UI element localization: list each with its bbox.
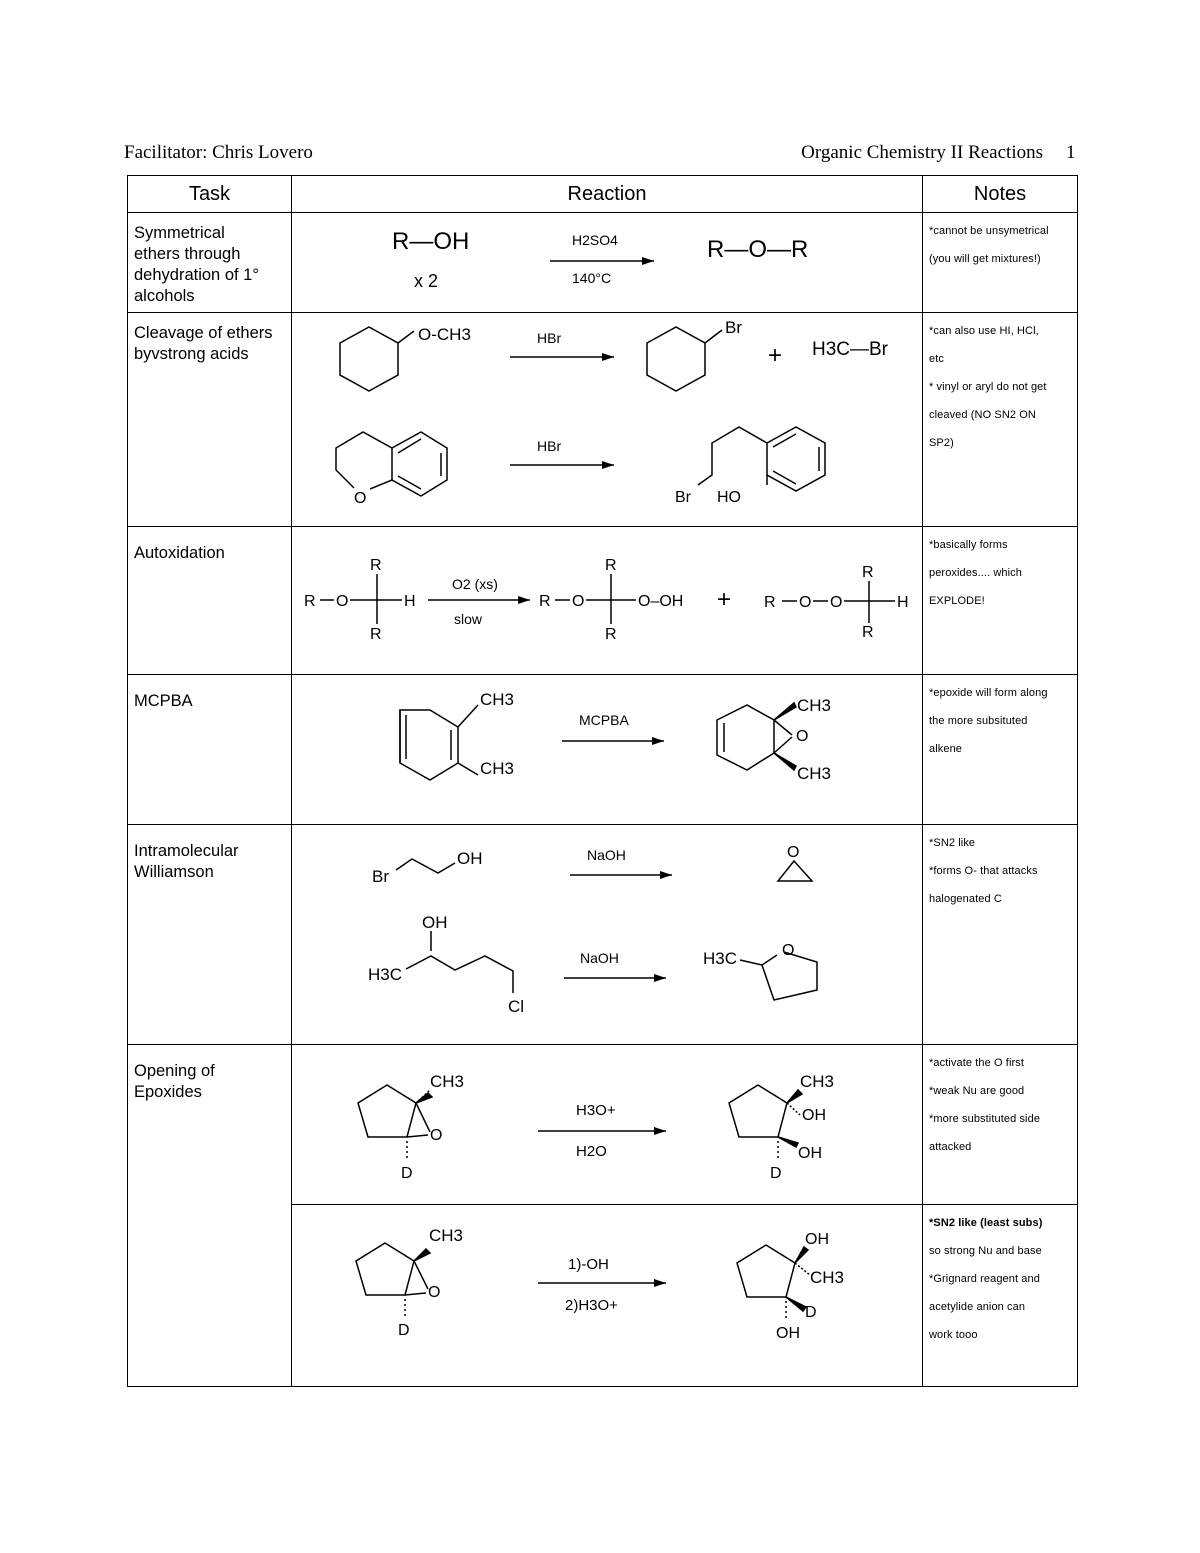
task-line: MCPBA — [134, 692, 193, 710]
methyl-label: CH3 — [430, 1072, 465, 1091]
wedge-bond — [774, 753, 796, 770]
deuterium-label: D — [770, 1165, 782, 1182]
oxygen-label: O — [799, 594, 812, 611]
note-line: work tooo — [929, 1329, 978, 1341]
reagent-label: NaOH — [587, 847, 626, 863]
note-line: *can also use HI, HCl, — [929, 325, 1039, 337]
hydroxy-label: OH — [457, 849, 483, 868]
task-line: Symmetrical — [134, 224, 225, 242]
condition-label: 140°C — [572, 270, 612, 286]
wedge-bond — [787, 1090, 802, 1103]
oxygen-label: O — [830, 594, 843, 611]
epoxide-oxygen: O — [787, 844, 800, 861]
note-line: * vinyl or aryl do not get — [929, 381, 1047, 393]
cyclohexene-ring — [717, 705, 774, 770]
bond — [458, 763, 478, 775]
note-line: (you will get mixtures!) — [929, 253, 1041, 265]
hydroxy-label: OH — [776, 1325, 800, 1342]
task-cell — [128, 313, 292, 527]
note-line: EXPLODE! — [929, 595, 985, 607]
column-header-task: Task — [128, 176, 292, 213]
methyl-label: CH3 — [429, 1226, 464, 1245]
note-line: *weak Nu are good — [929, 1085, 1025, 1097]
r-group: R — [605, 557, 617, 574]
ring-oxygen: O — [354, 490, 367, 507]
r-group: R — [862, 624, 874, 641]
bond — [458, 705, 478, 727]
cyclopentane-ring — [737, 1245, 795, 1297]
task-line: Cleavage of ethers — [134, 324, 273, 342]
table-row — [128, 675, 1078, 825]
epoxide-oxygen: O — [430, 1127, 443, 1144]
condition-label: H2O — [576, 1143, 607, 1160]
task-cell — [128, 213, 292, 313]
column-header-notes: Notes — [923, 176, 1078, 213]
note-line: *SN2 like — [929, 837, 976, 849]
notes-cell — [923, 213, 1078, 313]
arrowhead — [654, 1127, 666, 1135]
note-line: *SN2 like (least subs) — [929, 1217, 1043, 1229]
reagent-label: HBr — [537, 438, 562, 454]
methyl-label: CH3 — [480, 759, 515, 778]
table-header-row — [128, 176, 1078, 213]
plus-sign: + — [717, 586, 732, 613]
methyl-label: H3C — [703, 949, 738, 968]
arrowhead — [654, 1279, 666, 1287]
note-line: *cannot be unsymetrical — [929, 225, 1049, 237]
methyl-label: CH3 — [797, 764, 832, 783]
arrowhead — [652, 737, 664, 745]
reagent-label: O2 (xs) — [452, 576, 498, 592]
r-group: R — [764, 594, 776, 611]
arrowhead — [642, 257, 654, 265]
oxygen-label: O — [572, 593, 585, 610]
note-line: etc — [929, 353, 944, 365]
bond — [773, 471, 796, 484]
note-line: SP2) — [929, 437, 954, 449]
column-header-reaction: Reaction — [292, 176, 923, 213]
table-row — [128, 825, 1078, 1045]
hydroxy-label: OH — [422, 913, 448, 932]
chloro-label: Cl — [508, 997, 525, 1016]
bond — [705, 330, 722, 343]
product-label: Br — [725, 318, 742, 337]
arrowhead — [654, 974, 666, 982]
arrowhead — [602, 461, 614, 469]
cyclopentane-ring — [358, 1085, 416, 1137]
notes-cell — [923, 313, 1078, 527]
deuterium-label: D — [401, 1165, 413, 1182]
hydroxy-label: HO — [717, 489, 741, 506]
table-row — [128, 527, 1078, 675]
bond — [370, 480, 392, 489]
reagent-label: 1)-OH — [568, 1256, 609, 1273]
notes-cell — [923, 1045, 1078, 1205]
reaction-cell — [292, 1045, 923, 1205]
task-cell — [128, 825, 292, 1045]
note-line: peroxides.... which — [929, 567, 1022, 579]
notes-cell — [923, 825, 1078, 1045]
note-line: *more substituted side — [929, 1113, 1041, 1125]
notes-cell — [923, 1205, 1078, 1387]
task-line: Autoxidation — [134, 544, 225, 562]
reaction-cell — [292, 527, 923, 675]
r-group: R — [370, 557, 382, 574]
reactant-label: R—OH — [392, 228, 470, 255]
note-line: acetylide anion can — [929, 1301, 1026, 1313]
r-group: R — [304, 593, 316, 610]
facilitator-header: Facilitator: Chris Lovero — [124, 142, 313, 163]
wedge-bond — [414, 1249, 430, 1261]
cyclopentane-ring — [729, 1085, 787, 1137]
note-line: so strong Nu and base — [929, 1245, 1042, 1257]
reagent-label: MCPBA — [579, 712, 629, 728]
arrowhead — [518, 596, 530, 604]
task-cell — [128, 675, 292, 825]
hydrogen-label: H — [404, 593, 416, 610]
bond — [398, 476, 421, 489]
task-line: Opening of — [134, 1062, 215, 1080]
task-line: ethers through — [134, 245, 241, 263]
table-row — [128, 313, 1078, 527]
ether-cleavage-scheme — [292, 313, 922, 525]
arrowhead — [660, 871, 672, 879]
wedge-bond — [416, 1093, 432, 1103]
hashed-bond — [795, 1263, 810, 1275]
dehydration-scheme — [292, 213, 922, 311]
bond — [773, 434, 796, 447]
note-line: cleaved (NO SN2 ON — [929, 409, 1036, 421]
oxygen-label: O — [336, 593, 349, 610]
task-line: alcohols — [134, 287, 195, 305]
methyl-label: H3C — [368, 965, 403, 984]
oxirane-ring — [778, 861, 812, 881]
task-line: Epoxides — [134, 1083, 202, 1101]
plus-sign: + — [768, 342, 783, 369]
reagent-label: NaOH — [580, 950, 619, 966]
wedge-bond — [778, 1137, 798, 1147]
note-line: *Grignard reagent and — [929, 1273, 1040, 1285]
bromo-label: Br — [372, 867, 389, 886]
acid-opening-scheme — [292, 1045, 922, 1203]
cyclohexane-ring — [647, 327, 705, 391]
reaction-cell — [292, 675, 923, 825]
task-line: dehydration of 1° — [134, 266, 259, 284]
reaction-cell — [292, 313, 923, 527]
ring-oxygen: O — [782, 942, 795, 959]
williamson-scheme — [292, 825, 922, 1043]
epoxide-bond — [774, 720, 792, 735]
task-cell — [128, 1045, 292, 1387]
cyclopentane-ring — [356, 1243, 414, 1295]
r-group: R — [539, 593, 551, 610]
deuterium-label: D — [398, 1322, 410, 1339]
condition-label: slow — [454, 611, 483, 627]
thf-ring — [762, 952, 817, 1000]
wedge-bond — [795, 1247, 808, 1263]
benzene-ring — [392, 432, 447, 496]
deuterium-label: D — [805, 1304, 817, 1321]
task-line: byvstrong acids — [134, 345, 249, 363]
multiplier-text: x 2 — [414, 271, 439, 291]
task-cell — [128, 527, 292, 675]
epoxide-bond — [405, 1293, 426, 1295]
wedge-bond — [774, 703, 796, 720]
bond — [398, 331, 414, 343]
hydrogen-label: H — [897, 594, 909, 611]
note-line: attacked — [929, 1141, 972, 1153]
document-title: Organic Chemistry II Reactions — [801, 142, 1043, 163]
propyl-chain — [698, 427, 767, 485]
reaction-cell — [292, 1205, 923, 1387]
hydroxy-label: OH — [805, 1231, 829, 1248]
cyclohexadiene-ring — [400, 710, 458, 780]
note-line: *activate the O first — [929, 1057, 1025, 1069]
r-group: R — [370, 626, 382, 643]
carbon-chain — [396, 859, 455, 873]
reactions-table — [127, 175, 1078, 1387]
r-group: R — [605, 626, 617, 643]
task-line: Intramolecular — [134, 842, 239, 860]
note-line: *basically forms — [929, 539, 1008, 551]
cyclohexane-ring — [340, 327, 398, 391]
pyran-ring — [336, 432, 392, 488]
epoxide-oxygen: O — [428, 1284, 441, 1301]
hydroxy-label: OH — [802, 1107, 826, 1124]
epoxide-bond — [414, 1261, 428, 1289]
condition-label: 2)H3O+ — [565, 1297, 618, 1314]
note-line: halogenated C — [929, 893, 1002, 905]
task-line: Williamson — [134, 863, 214, 881]
reagent-label: H3O+ — [576, 1102, 616, 1119]
methyl-label: CH3 — [480, 690, 515, 709]
wedge-bond — [786, 1297, 806, 1311]
reagent-label: H2SO4 — [572, 232, 618, 248]
r-group: R — [862, 564, 874, 581]
methyl-label: CH3 — [810, 1268, 845, 1287]
reaction-cell — [292, 825, 923, 1045]
byproduct-label: H3C—Br — [812, 339, 889, 360]
notes-cell — [923, 675, 1078, 825]
epoxide-bond — [407, 1135, 428, 1137]
arrowhead — [602, 353, 614, 361]
table-row — [128, 1045, 1078, 1205]
note-line: the more subsituted — [929, 715, 1028, 727]
notes-cell — [923, 527, 1078, 675]
reagent-label: HBr — [537, 330, 562, 346]
epoxide-bond — [416, 1103, 430, 1132]
hydroperoxy-label: O–OH — [638, 593, 684, 610]
epoxide-bond — [774, 737, 792, 753]
epoxide-oxygen: O — [796, 728, 809, 745]
hashed-bond — [787, 1103, 800, 1115]
autoxidation-scheme — [292, 527, 922, 673]
page-number: 1 — [1066, 142, 1076, 163]
bromo-label: Br — [675, 489, 691, 506]
carbon-chain — [406, 956, 513, 993]
table-row — [128, 213, 1078, 313]
methyl-label: CH3 — [800, 1072, 835, 1091]
methyl-label: CH3 — [797, 696, 832, 715]
hydroxy-label: OH — [798, 1145, 822, 1162]
bond — [398, 439, 421, 453]
epoxidation-scheme — [292, 675, 922, 823]
reaction-cell — [292, 213, 923, 313]
note-line: alkene — [929, 743, 963, 755]
note-line: *forms O- that attacks — [929, 865, 1038, 877]
note-line: *epoxide will form along — [929, 687, 1048, 699]
base-opening-scheme — [292, 1205, 922, 1385]
substituent-label: O-CH3 — [418, 325, 471, 344]
benzene-ring — [767, 427, 825, 491]
product-label: R—O—R — [707, 236, 809, 263]
bond — [740, 960, 762, 965]
